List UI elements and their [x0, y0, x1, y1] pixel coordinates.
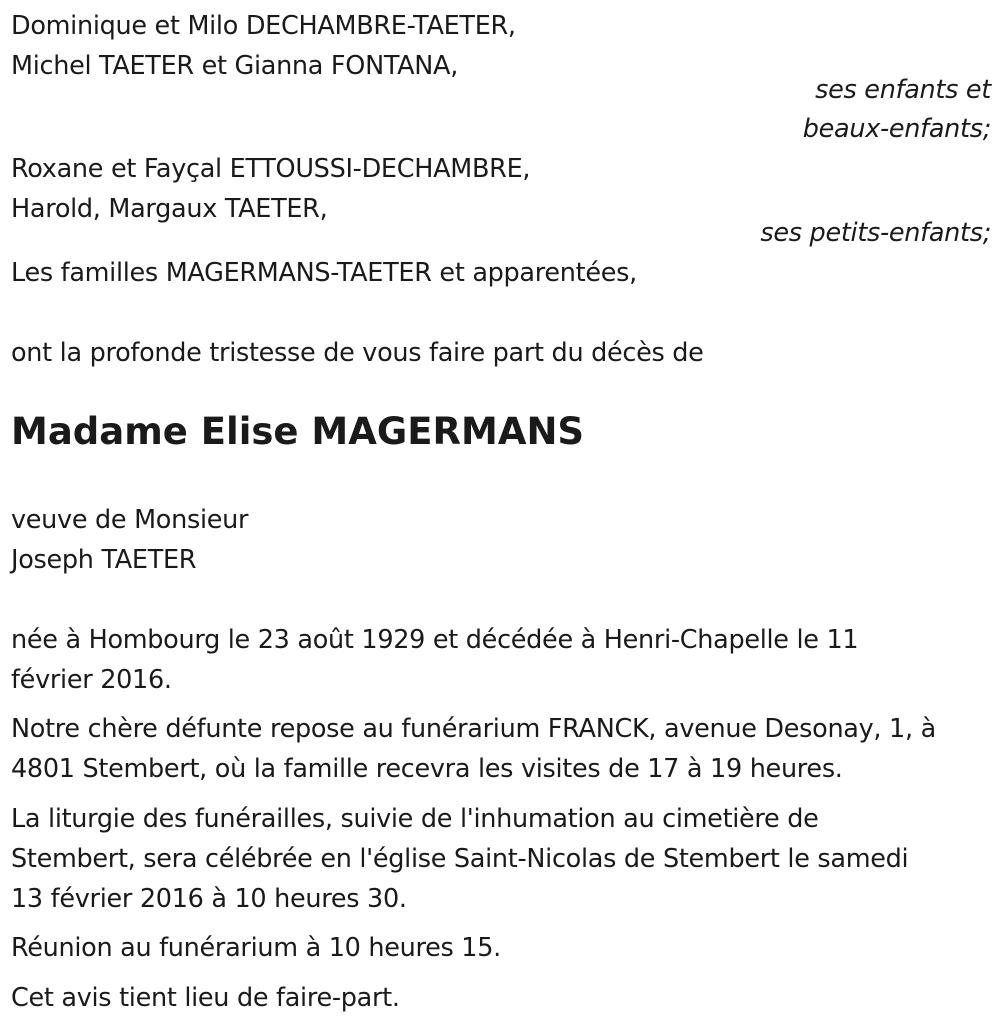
birth-death-line-1: née à Hombourg le 23 août 1929 et décédée à Henri-Chapelle le 11	[11, 625, 859, 655]
closing-text: Cet avis tient lieu de faire-part.	[11, 983, 400, 1013]
children-role-line-1: ses enfants et	[815, 75, 991, 105]
deceased-name: Madame Elise MAGERMANS	[11, 410, 585, 453]
family-children-line-2: Michel TAETER et Gianna FONTANA,	[11, 51, 459, 81]
widow-line-2: Joseph TAETER	[11, 545, 197, 575]
widow-line-1: veuve de Monsieur	[11, 505, 249, 535]
repose-line-2: 4801 Stembert, où la famille recevra les visites de 17 à 19 heures.	[11, 754, 843, 784]
birth-death-line-2: février 2016.	[11, 665, 172, 695]
children-role-line-2: beaux-enfants;	[802, 114, 991, 144]
liturgy-line-1: La liturgie des funérailles, suivie de l'inhumation au cimetière de	[11, 804, 819, 834]
family-children-line-1: Dominique et Milo DECHAMBRE-TAETER,	[11, 11, 516, 41]
grandchildren-line-2: Harold, Margaux TAETER,	[11, 194, 328, 224]
families-line: Les familles MAGERMANS-TAETER et apparentées,	[11, 258, 637, 288]
repose-line-1: Notre chère défunte repose au funérarium FRANCK, avenue Desonay, 1, à	[11, 714, 936, 744]
meeting-text: Réunion au funérarium à 10 heures 15.	[11, 933, 501, 963]
announcement-text: ont la profonde tristesse de vous faire part du décès de	[11, 338, 704, 368]
grandchildren-line-1: Roxane et Fayçal ETTOUSSI-DECHAMBRE,	[11, 154, 531, 184]
liturgy-line-2: Stembert, sera célébrée en l'église Saint-Nicolas de Stembert le samedi	[11, 844, 909, 874]
grandchildren-role: ses petits-enfants;	[760, 218, 991, 248]
liturgy-line-3: 13 février 2016 à 10 heures 30.	[11, 884, 407, 914]
